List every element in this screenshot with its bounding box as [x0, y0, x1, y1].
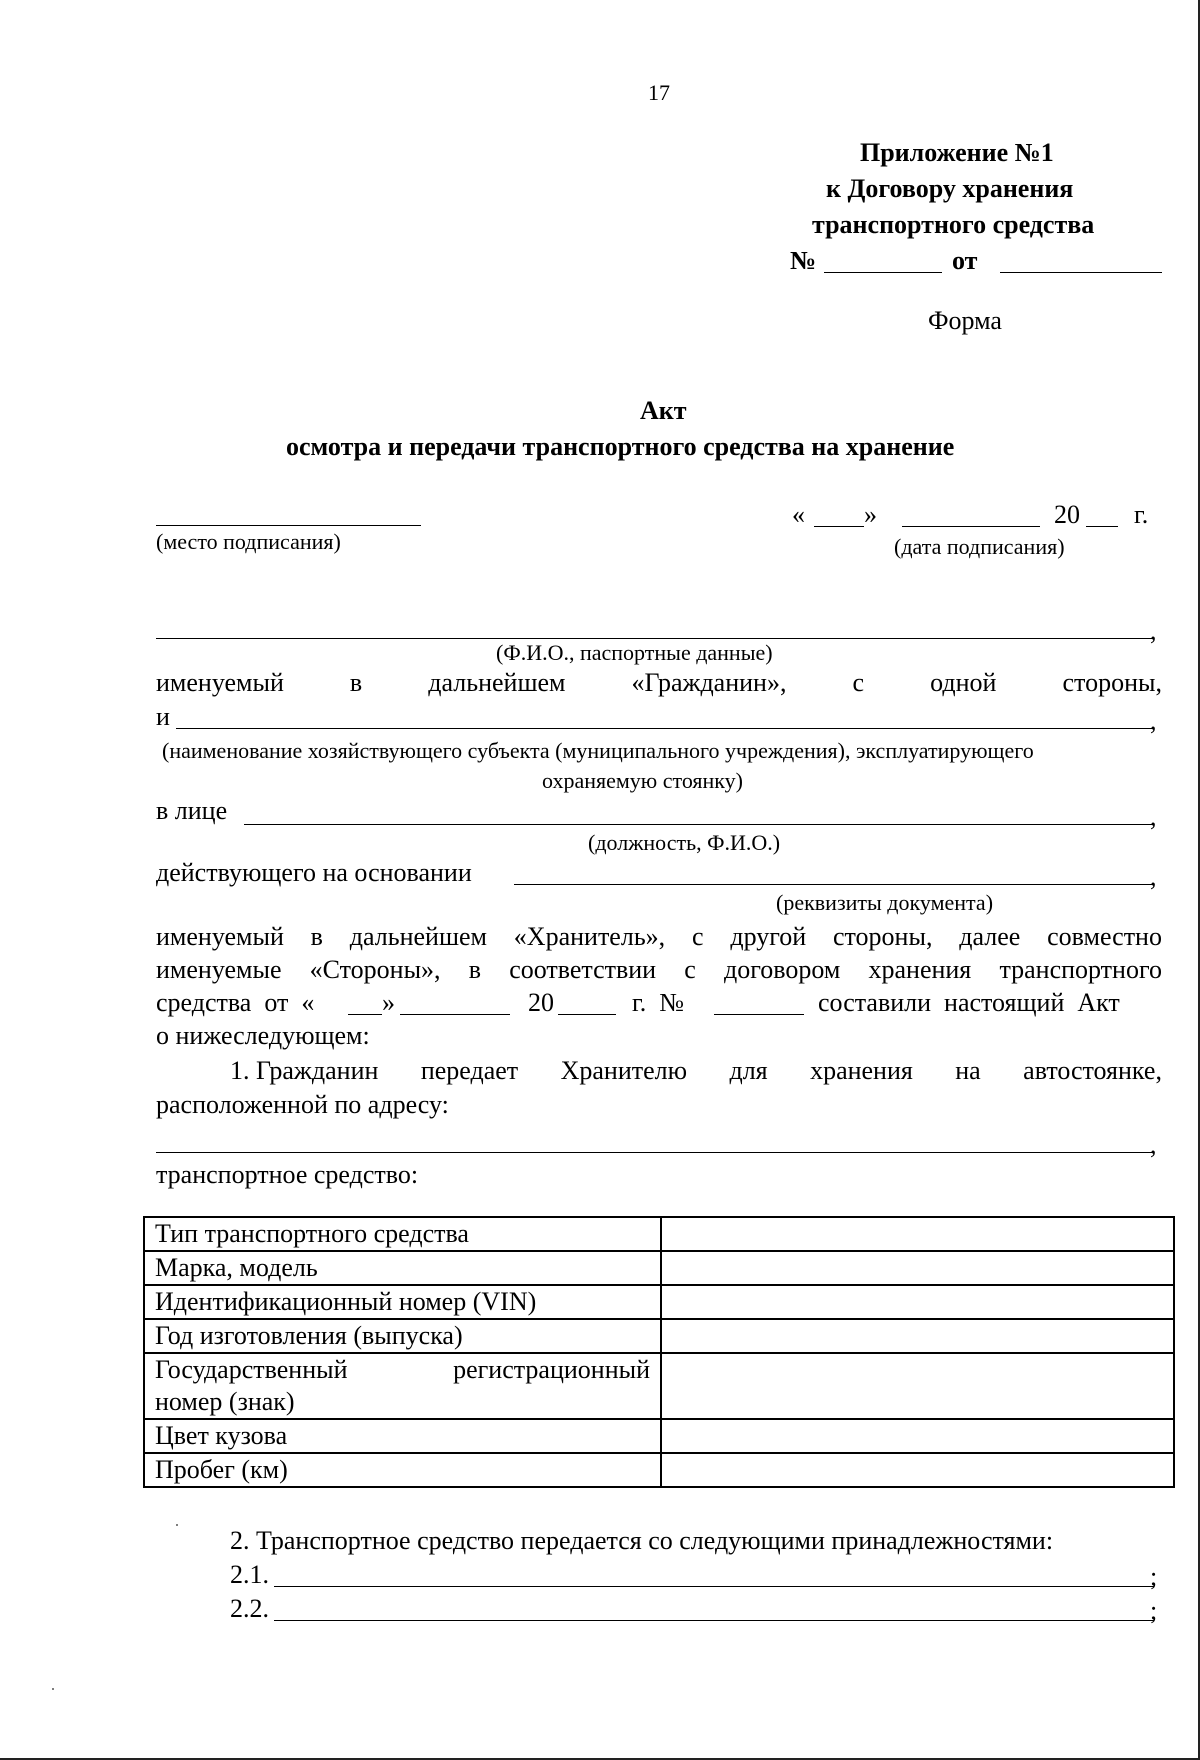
accessories-heading: 2. Транспортное средство передается со следующими принадлежностями: [230, 1526, 1054, 1555]
entity-line [176, 728, 1152, 729]
basis-caption: (реквизиты документа) [776, 890, 994, 915]
keeper-word: в [468, 955, 482, 984]
item1-word: Хранителю [560, 1056, 688, 1085]
contract-day-line [348, 1014, 382, 1015]
appendix-vehicle: транспортного средства [812, 210, 1095, 239]
vehicle-color-label: Цвет кузова [144, 1419, 661, 1453]
date-close-quote: » [864, 500, 877, 529]
vehicle-year-label: Год изготовления (выпуска) [144, 1319, 661, 1353]
table-row [144, 1217, 1174, 1251]
keeper-word: соответствии [509, 955, 657, 984]
keeper-word: с [684, 955, 696, 984]
keeper-word: именуемый [156, 922, 284, 951]
citizen-word: стороны, [1062, 668, 1162, 697]
vehicle-type-label: Тип транспортного средства [144, 1217, 661, 1251]
keeper-word: транспортного [999, 955, 1162, 984]
item1-line-1 [230, 1056, 1162, 1086]
vehicle-reg-number-value[interactable] [661, 1353, 1174, 1419]
item1-word: 1. Гражданин [230, 1056, 379, 1085]
act-title: Акт [640, 396, 687, 425]
date-open-quote: « [792, 500, 805, 529]
appendix-number-line [824, 272, 942, 273]
contract-close-quote: » [382, 988, 395, 1017]
accessory-1-line [274, 1586, 1154, 1587]
contract-year-line [558, 1014, 616, 1015]
keeper-line-3-start: средства от « [156, 988, 315, 1017]
form-label: Форма [928, 306, 1002, 335]
appendix-contract: к Договору хранения [826, 174, 1074, 203]
basis-comma: , [1150, 862, 1157, 891]
date-year-suffix: г. [1134, 500, 1149, 529]
citizen-word: «Гражданин», [631, 668, 787, 697]
page-number: 17 [648, 80, 670, 105]
signing-date-caption: (дата подписания) [894, 534, 1065, 559]
keeper-word: хранения [868, 955, 972, 984]
keeper-word: договором [724, 955, 841, 984]
keeper-line-3-end: составили настоящий Акт [818, 988, 1120, 1017]
keeper-word: стороны, [833, 922, 933, 951]
person-caption: (должность, Ф.И.О.) [588, 830, 781, 855]
appendix-from-label: от [952, 246, 978, 275]
item1-line-2: расположенной по адресу: [156, 1090, 449, 1119]
table-row [144, 1319, 1174, 1353]
keeper-word: дальнейшем [349, 922, 487, 951]
reg-label-word: Государственный [155, 1355, 348, 1384]
accessory-2-line [274, 1620, 1154, 1621]
accessory-1-semicolon: ; [1150, 1562, 1158, 1591]
vehicle-table [143, 1216, 1175, 1488]
keeper-line-2 [156, 955, 1162, 985]
vehicle-model-label: Марка, модель [144, 1251, 661, 1285]
contract-number-line [714, 1014, 804, 1015]
vehicle-year-value[interactable] [661, 1319, 1174, 1353]
vehicle-mileage-label: Пробег (км) [144, 1453, 661, 1487]
vehicle-vin-value[interactable] [661, 1285, 1174, 1319]
table-row [144, 1453, 1174, 1487]
vehicle-mileage-value[interactable] [661, 1453, 1174, 1487]
address-comma: , [1150, 1130, 1157, 1159]
citizen-word: именуемый [156, 668, 284, 697]
accessory-2-label: 2.2. [230, 1594, 269, 1623]
keeper-word: «Хранитель», [513, 922, 666, 951]
entity-caption-1: (наименование хозяйствующего субъекта (муниципального учреждения), эксплуатирующего [162, 738, 1034, 763]
contract-month-line [400, 1014, 510, 1015]
reg-label-line-2: номер (знак) [155, 1387, 295, 1416]
keeper-line-4: о нижеследующем: [156, 1021, 370, 1050]
vehicle-model-value[interactable] [661, 1251, 1174, 1285]
table-row [144, 1285, 1174, 1319]
keeper-word: именуемые [156, 955, 282, 984]
entity-caption-2: охраняемую стоянку) [542, 768, 743, 793]
contract-year-prefix: 20 [528, 988, 554, 1017]
vehicle-vin-label: Идентификационный номер (VIN) [144, 1285, 661, 1319]
citizen-fio-comma: , [1150, 616, 1157, 645]
reg-label-line [155, 1354, 650, 1386]
vehicle-reg-number-label [144, 1353, 661, 1419]
reg-label-word: регистрационный [453, 1355, 650, 1384]
accessory-1-label: 2.1. [230, 1560, 269, 1589]
signing-place-caption: (место подписания) [156, 529, 341, 554]
citizen-fio-line [156, 638, 1152, 639]
item1-word: хранения [810, 1056, 913, 1085]
person-line [244, 824, 1152, 825]
item1-word: передает [420, 1056, 519, 1085]
scan-speck [176, 1524, 178, 1526]
keeper-word: «Стороны», [309, 955, 441, 984]
signing-place-line [156, 525, 421, 526]
vehicle-type-value[interactable] [661, 1217, 1174, 1251]
accessory-2-semicolon: ; [1150, 1596, 1158, 1625]
appendix-date-line [1000, 272, 1162, 273]
date-month-line [902, 526, 1040, 527]
contract-g-number: г. № [632, 988, 685, 1017]
keeper-word: с [692, 922, 704, 951]
appendix-title: Приложение №1 [860, 138, 1054, 167]
table-row [144, 1251, 1174, 1285]
citizen-line [156, 668, 1162, 698]
keeper-word: в [310, 922, 323, 951]
item1-word: на [955, 1056, 981, 1085]
date-year-prefix: 20 [1054, 500, 1080, 529]
entity-comma: , [1150, 706, 1157, 735]
person-comma: , [1150, 802, 1157, 831]
keeper-word: далее [959, 922, 1021, 951]
date-day-line [814, 526, 864, 527]
citizen-word: одной [930, 668, 997, 697]
and-label: и [156, 702, 170, 731]
citizen-word: с [852, 668, 865, 697]
keeper-line-1 [156, 922, 1162, 952]
person-label: в лице [156, 796, 228, 825]
table-row [144, 1353, 1174, 1419]
date-year-line [1086, 526, 1118, 527]
vehicle-label: транспортное средство: [156, 1160, 419, 1189]
citizen-fio-caption: (Ф.И.О., паспортные данные) [496, 640, 773, 665]
keeper-word: другой [730, 922, 807, 951]
address-line [156, 1152, 1152, 1153]
citizen-word: в [349, 668, 363, 697]
keeper-word: совместно [1047, 922, 1162, 951]
item1-word: автостоянке, [1023, 1056, 1162, 1085]
vehicle-color-value[interactable] [661, 1419, 1174, 1453]
table-row [144, 1419, 1174, 1453]
basis-label: действующего на основании [156, 858, 472, 887]
appendix-number-sign: № [790, 246, 817, 275]
basis-line [514, 884, 1152, 885]
act-subtitle: осмотра и передачи транспортного средства на хранение [286, 432, 955, 461]
citizen-word: дальнейшем [428, 668, 566, 697]
item1-word: для [729, 1056, 768, 1085]
scan-speck [52, 1688, 54, 1690]
